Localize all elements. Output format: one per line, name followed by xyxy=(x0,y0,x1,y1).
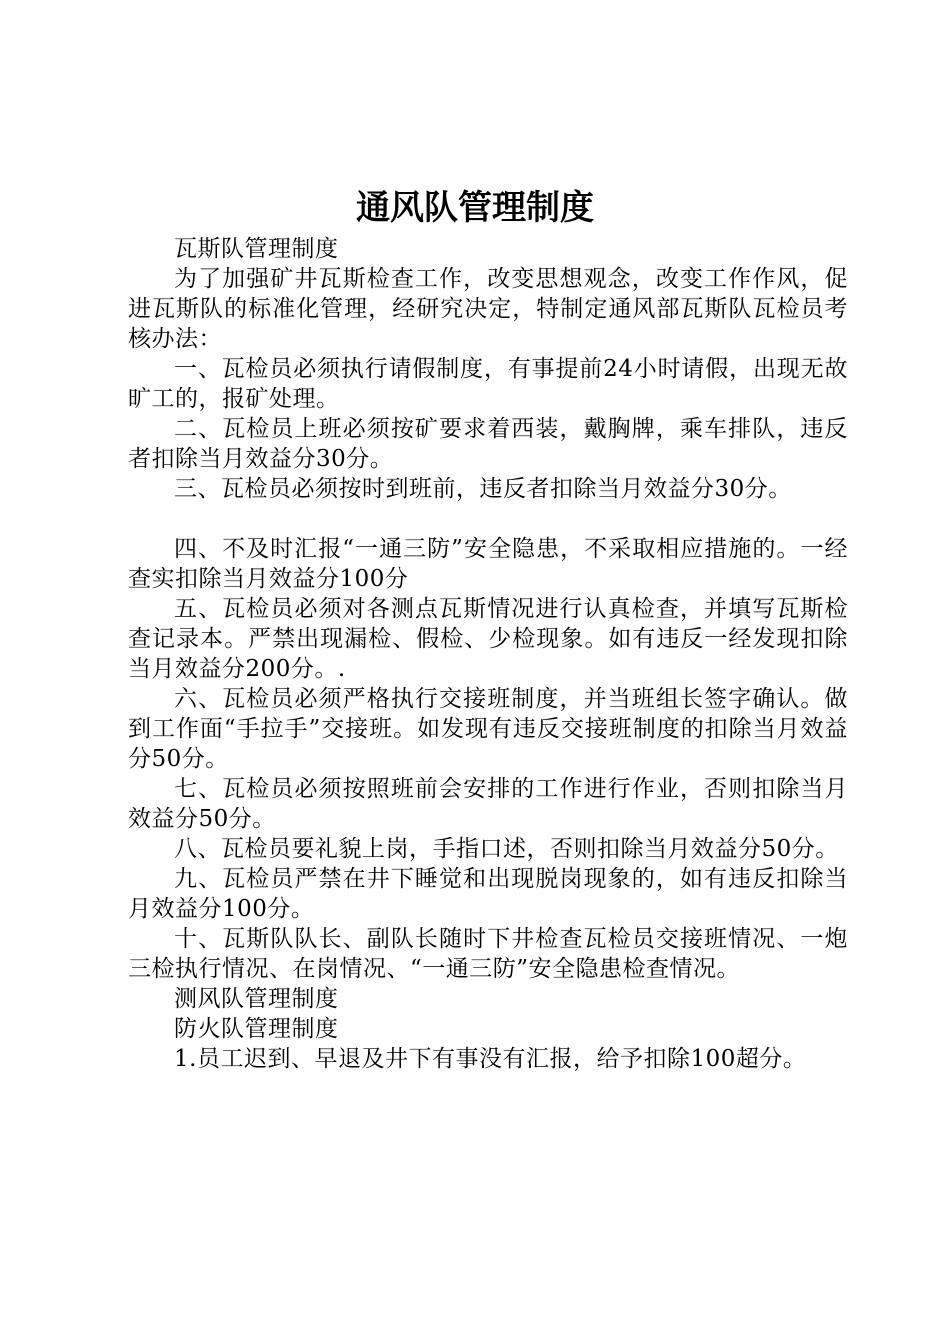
rule-5: 五、瓦检员必须对各测点瓦斯情况进行认真检查，并填写瓦斯检查记录本。严禁出现漏检、假检、少检现象。如有违反一经发现扣除当月效益分200分。. xyxy=(128,596,848,682)
blank-line xyxy=(128,504,848,534)
section-heading-fire-prevention-team: 防火队管理制度 xyxy=(174,1016,339,1042)
section-heading-wind-measuring-team: 测风队管理制度 xyxy=(174,986,339,1012)
rule-4: 四、不及时汇报“一通三防”安全隐患，不采取相应措施的。一经查实扣除当月效益分100分 xyxy=(128,536,848,592)
rule-6: 六、瓦检员必须严格执行交接班制度，并当班组长签字确认。做到工作面“手拉手”交接班。如发现有违反交接班制度的扣除当月效益分50分。 xyxy=(128,686,848,772)
document-body xyxy=(128,234,848,1074)
fire-team-rule-1: 1.员工迟到、早退及井下有事没有汇报，给予扣除100超分。 xyxy=(174,1046,807,1072)
section-heading-gas-team: 瓦斯队管理制度 xyxy=(174,236,339,262)
rule-3: 三、瓦检员必须按时到班前，违反者扣除当月效益分30分。 xyxy=(174,476,792,502)
rule-1: 一、瓦检员必须执行请假制度，有事提前24小时请假，出现无故旷工的，报矿处理。 xyxy=(128,356,848,412)
rule-8: 八、瓦检员要礼貌上岗，手指口述，否则扣除当月效益分50分。 xyxy=(174,836,839,862)
rule-2: 二、瓦检员上班必须按矿要求着西装，戴胸牌，乘车排队，违反者扣除当月效益分30分。 xyxy=(128,416,848,472)
intro-paragraph: 为了加强矿井瓦斯检查工作，改变思想观念，改变工作作风，促进瓦斯队的标准化管理，经研究决定，特制定通风部瓦斯队瓦检员考核办法： xyxy=(128,266,848,352)
rule-10: 十、瓦斯队队长、副队长随时下井检查瓦检员交接班情况、一炮三检执行情况、在岗情况、“一通三防”安全隐患检查情况。 xyxy=(128,926,848,982)
document-title: 通风队管理制度 xyxy=(356,188,594,228)
rule-7: 七、瓦检员必须按照班前会安排的工作进行作业，否则扣除当月效益分50分。 xyxy=(128,776,848,832)
rule-9: 九、瓦检员严禁在井下睡觉和出现脱岗现象的，如有违反扣除当月效益分100分。 xyxy=(128,866,848,922)
